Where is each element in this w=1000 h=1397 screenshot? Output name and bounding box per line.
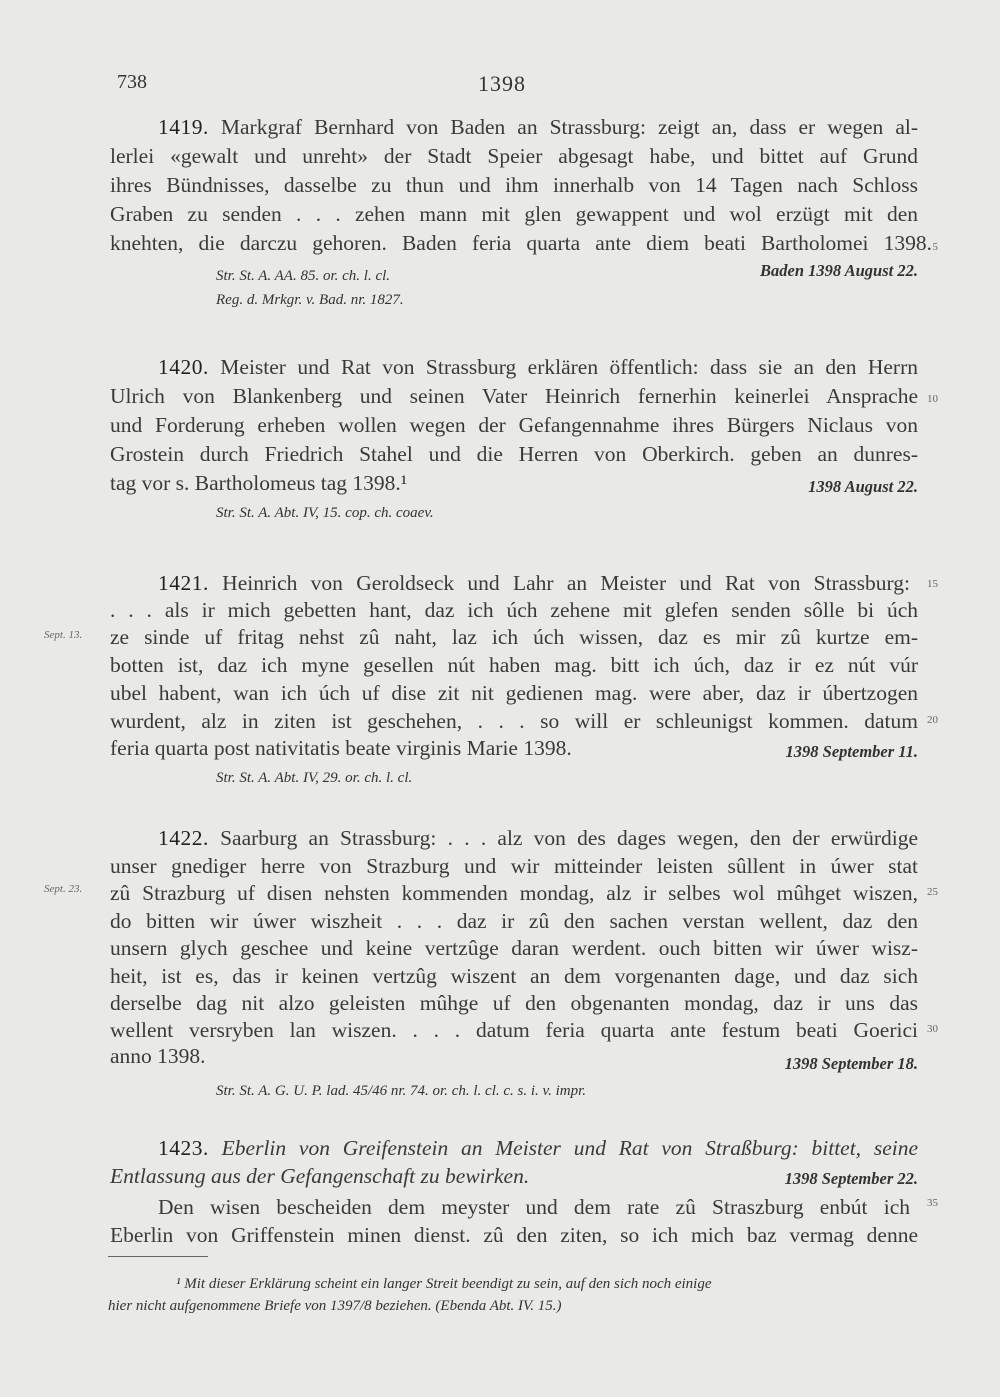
entry-line: 1421. Heinrich von Geroldseck und Lahr an Meister und Rat von Strassburg: (158, 571, 910, 595)
entry-line: feria quarta post nativitatis beate virginis Marie 1398. (110, 736, 572, 760)
entry-line: 1422. Saarburg an Strassburg: . . . alz von des dages wegen, den der erwürdige (158, 826, 918, 850)
entry-line: Den wisen bescheiden dem meyster und dem rate zû Straszburg enbút ich (158, 1195, 910, 1219)
entry-line: wurdent, alz in ziten ist geschehen, . . . so will er schleunigst kommen. datum (110, 709, 918, 733)
entry-line: Graben zu senden . . . zehen mann mit glen gewappent und wol erzügt mit den (110, 202, 918, 226)
entry-line: zû Strazburg uf disen nehsten kommenden mondag, alz ir selbes wol mûhget wiszen, (110, 881, 918, 905)
entry-line: unser gnediger herre von Strazburg und wir mitteinder leisten sûllent in úwer stat (110, 854, 918, 878)
entry-line: tag vor s. Bartholomeus tag 1398.¹ (110, 471, 408, 495)
footnote-rule (108, 1256, 208, 1257)
line-number: 15 (927, 578, 938, 590)
entry-line: wellent versryben lan wiszen. . . . datum feria quarta ante festum beati Goerici (110, 1018, 918, 1042)
source-citation: Str. St. A. AA. 85. or. ch. l. cl. (216, 268, 391, 284)
entry-line: derselbe dag nit alzo geleisten mûhge uf den obgenanten mondag, daz ir uns das (110, 991, 918, 1015)
entry-line: heit, ist es, das ir keinen vertzûg wiszent an dem vorgenanten dage, und daz sich (110, 964, 918, 988)
footnote-line: hier nicht aufgenommene Briefe von 1397/8 beziehen. (Ebenda Abt. IV. 15.) (108, 1298, 562, 1314)
line-number: 5 (932, 241, 938, 253)
line-number: 10 (927, 393, 938, 405)
page-number: 738 (117, 71, 147, 93)
entry-number: 1419. (158, 115, 209, 139)
entry-date: 1398 September 11. (785, 742, 918, 761)
entry-line: 1419. Markgraf Bernhard von Baden an Strassburg: zeigt an, dass er wegen al- (158, 115, 918, 139)
entry-line: botten ist, daz ich myne gesellen nút haben mag. bitt ich úch, daz ir ez nút vúr (110, 653, 918, 677)
entry-date: Baden 1398 August 22. (759, 261, 918, 280)
entry-date: 1398 September 18. (784, 1054, 918, 1073)
entry-line: und Forderung erheben wollen wegen der Gefangennahme ihres Bürgers Niclaus von (110, 413, 918, 437)
entry-line: Ulrich von Blankenberg und seinen Vater Heinrich fernerhin keinerlei Ansprache (110, 384, 918, 408)
line-number: 35 (927, 1197, 938, 1209)
entry-date: 1398 September 22. (784, 1169, 918, 1188)
entry-number: 1422. (158, 826, 209, 850)
line-number: 25 (927, 886, 938, 898)
entry-line: ihres Bündnisses, dasselbe zu thun und ihm innerhalb von 14 Tagen nach Schloss (110, 173, 918, 197)
entry-line: 1420. Meister und Rat von Strassburg erklären öffentlich: dass sie an den Herrn (158, 355, 919, 379)
entry-line: knehten, die darczu gehoren. Baden feria quarta ante diem beati Bartholomei 1398. (110, 231, 932, 255)
source-citation: Reg. d. Mrkgr. v. Bad. nr. 1827. (216, 292, 404, 308)
entry-line: lerlei «gewalt und unreht» der Stadt Speier abgesagt habe, und bittet auf Grund (110, 144, 918, 168)
entry-line: do bitten wir úwer wiszheit . . . daz ir zû den sachen verstan wellent, daz den (110, 909, 918, 933)
entry-line: unsern glych geschee und keine vertzûge daran werdent. ouch bitten wir úwer wisz- (110, 936, 918, 960)
running-head-year: 1398 (478, 71, 526, 96)
entry-date: 1398 August 22. (808, 477, 918, 496)
entry-line: ubel habent, wan ich úch uf dise zit nit gedienen mag. were aber, daz ir úbertzogen (110, 681, 918, 705)
margin-date-note: Sept. 13. (44, 629, 83, 641)
entry-number: 1423. (158, 1136, 209, 1160)
entry-line: Grostein durch Friedrich Stahel und die Herren von Oberkirch. geben an dunres- (110, 442, 918, 466)
entry-number: 1421. (158, 571, 209, 595)
line-number: 30 (927, 1023, 938, 1035)
source-citation: Str. St. A. Abt. IV, 15. cop. ch. coaev. (216, 505, 434, 521)
entry-line: 1423. Eberlin von Greifenstein an Meister und Rat von Straßburg: bittet, seine (158, 1136, 919, 1160)
margin-date-note: Sept. 23. (44, 883, 83, 895)
source-citation: Str. St. A. Abt. IV, 29. or. ch. l. cl. (216, 770, 413, 786)
entry-line: anno 1398. (110, 1044, 206, 1068)
line-number: 20 (927, 714, 938, 726)
source-citation: Str. St. A. G. U. P. lad. 45/46 nr. 74. or. ch. l. cl. c. s. i. v. impr. (216, 1083, 587, 1099)
entry-line: Entlassung aus der Gefangenschaft zu bewirken. (110, 1164, 530, 1188)
entry-number: 1420. (158, 355, 209, 379)
entry-line: ze sinde uf fritag nehst zû naht, laz ich úch wissen, daz es mir zû kurtze em- (110, 625, 918, 649)
entry-line: . . . als ir mich gebetten hant, daz ich úch zehene mit glefen senden sôlle bi úch (110, 598, 918, 622)
entry-line: Eberlin von Griffenstein minen dienst. zû den ziten, so ich mich baz vermag denne (110, 1223, 918, 1247)
footnote-line: ¹ Mit dieser Erklärung scheint ein langer Streit beendigt zu sein, auf den sich noch einige (176, 1276, 712, 1292)
